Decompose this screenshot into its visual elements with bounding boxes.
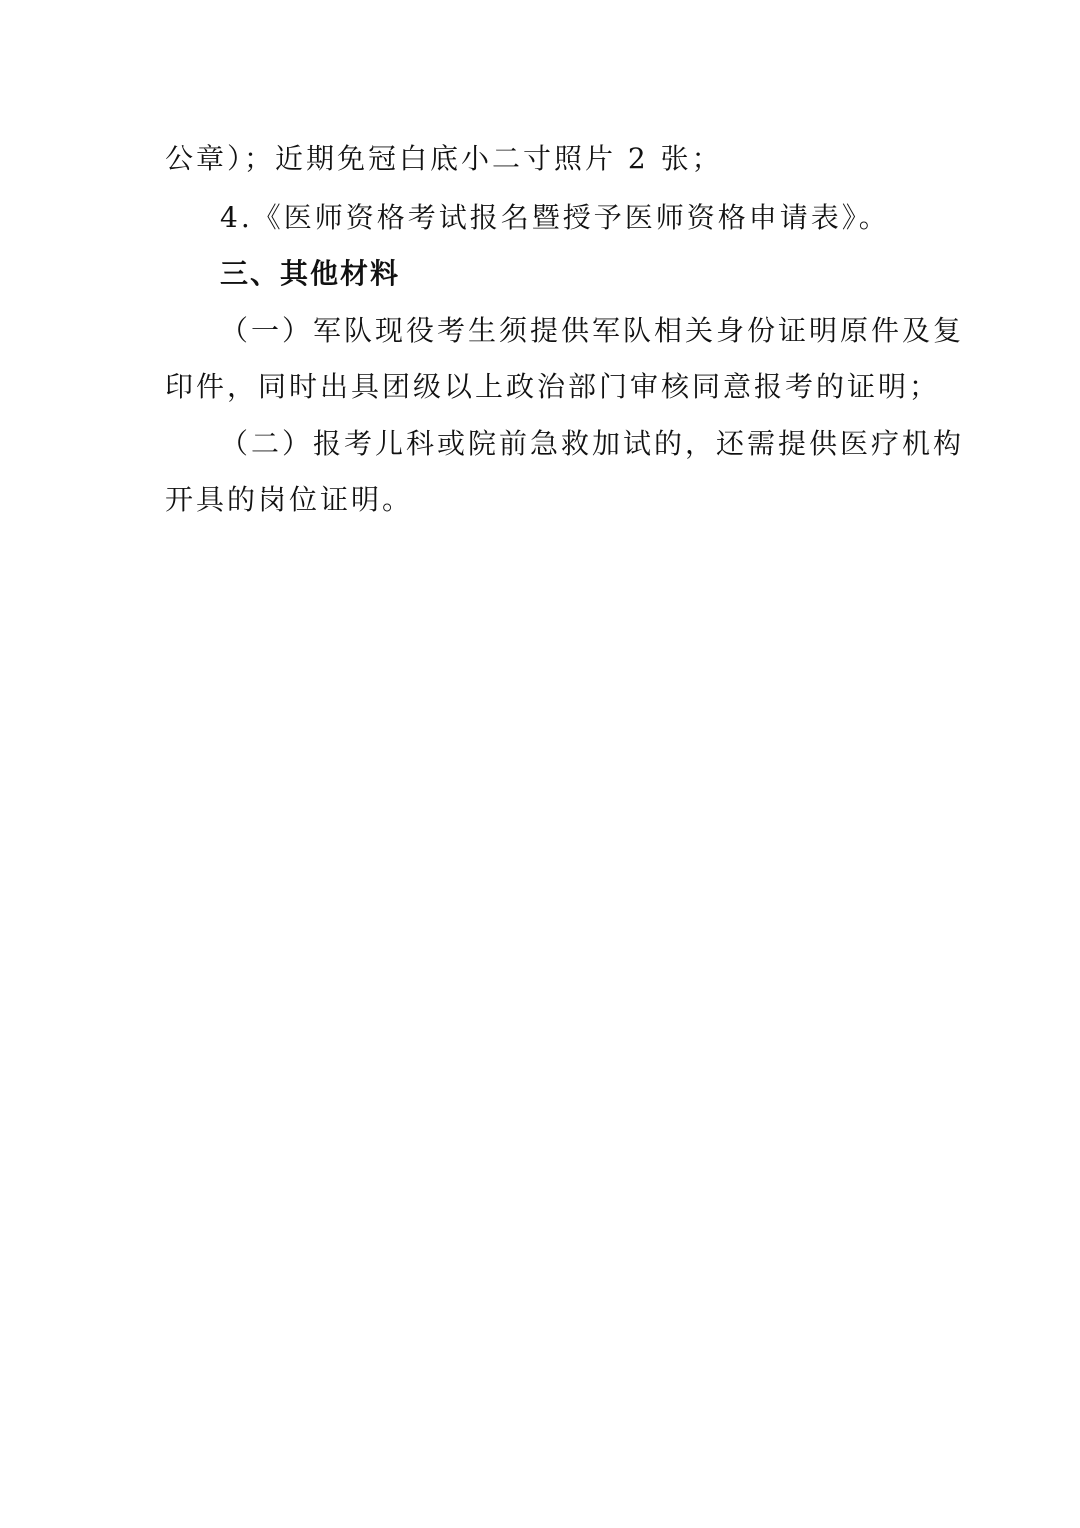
paragraph-pediatrics-line-1: （二）报考儿科或院前急救加试的，还需提供医疗机构	[220, 427, 965, 460]
text-line-continued-seal-photo: 公章）；近期免冠白底小二寸照片 2 张；	[165, 142, 723, 175]
paragraph-military-line-1: （一）军队现役考生须提供军队相关身份证明原件及复	[220, 314, 965, 347]
section-heading-other-materials: 三、其他材料	[220, 257, 401, 290]
paragraph-military-line-2: 印件，同时出具团级以上政治部门审核同意报考的证明；	[165, 370, 941, 403]
list-item-application-form: 4.《医师资格考试报名暨授予医师资格申请表》。	[220, 201, 890, 234]
paragraph-pediatrics-line-2: 开具的岗位证明。	[165, 483, 414, 516]
